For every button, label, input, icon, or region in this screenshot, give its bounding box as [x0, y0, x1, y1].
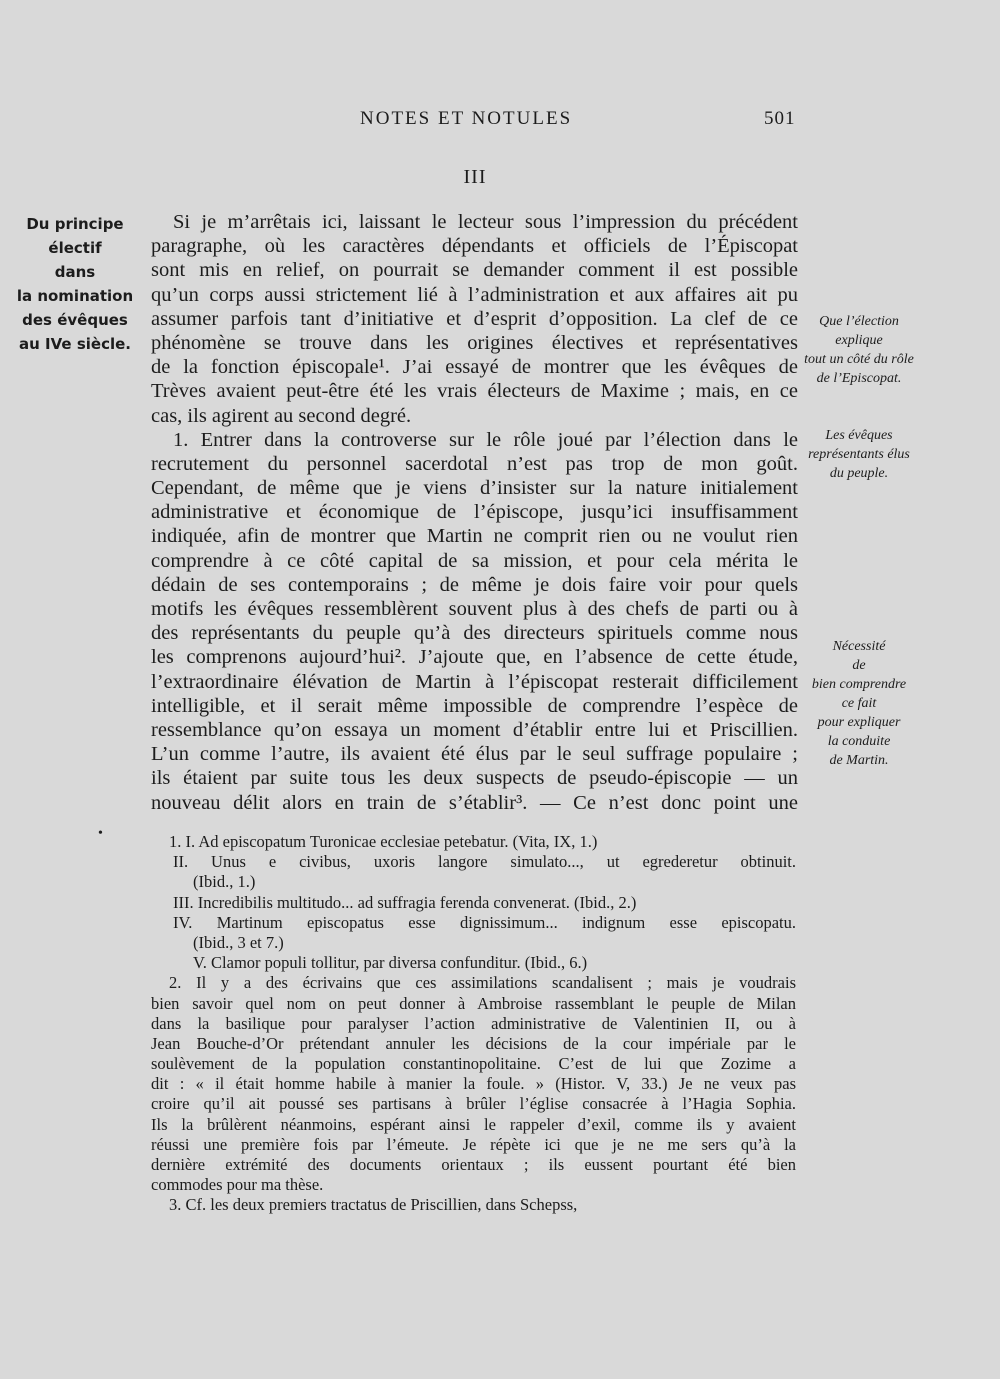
text-line: des représentants du peuple qu’à des directeurs spirituels comme nous	[151, 622, 798, 645]
text-line: L’un comme l’autre, ils avaient été élus par le seul suffrage populaire ;	[151, 743, 798, 766]
section-number: III	[463, 166, 487, 188]
right-note-line: Que l’élection	[819, 314, 899, 329]
right-note-line: bien comprendre	[811, 677, 907, 692]
right-note-line: Nécessité	[832, 639, 886, 654]
footnote-line: IV. Martinum episcopatus esse dignissimum... indignum esse episcopatu.	[173, 912, 796, 932]
left-note-line: Du principe	[26, 215, 124, 233]
right-note-line: la conduite	[827, 734, 891, 749]
right-note-line: de Martin.	[829, 753, 889, 768]
footnote-line: III. Incredibilis multitudo... ad suffragia ferenda convenerat. (Ibid., 2.)	[173, 892, 637, 912]
right-note-line: ce fait	[841, 696, 877, 711]
footnote-line: (Ibid., 1.)	[193, 872, 256, 892]
margin-dot: •	[98, 826, 103, 841]
footnote-line: croire qu’il ait poussé ses partisans à brûler l’église consacrée à l’Hagia Sophia.	[151, 1094, 796, 1114]
text-line: 1. Entrer dans la controverse sur le rôle joué par l’élection dans le	[173, 428, 798, 451]
text-line: paragraphe, où les caractères dépendants et officiels de l’Épiscopat	[151, 235, 798, 258]
left-note-line: des évêques	[22, 311, 128, 329]
left-note-line: dans	[54, 263, 96, 281]
text-line: intelligible, et il serait même impossible de comprendre l’espèce de	[151, 694, 798, 717]
right-note-line: du peuple.	[829, 466, 889, 481]
left-margin-note	[2, 212, 148, 356]
footnote-line: 1. I. Ad episcopatum Turonicae ecclesiae petebatur. (Vita, IX, 1.)	[169, 832, 598, 851]
text-line: Trèves avaient peut-être été les vrais électeurs de Maxime ; mais, en ce	[151, 380, 798, 403]
footnote-line: 2. Il y a des écrivains que ces assimilations scandalisent ; mais je voudrais	[169, 973, 796, 993]
text-line: sont mis en relief, on pourrait se demander comment il est possible	[151, 259, 798, 282]
text-line: ils étaient par suite tous les deux suspects de pseudo-épiscopie — un	[151, 767, 798, 790]
footnote-line: soulèvement de la population constantinopolitaine. C’est de lui que Zozime a	[151, 1054, 796, 1074]
right-note-line: tout un côté du rôle	[804, 352, 914, 367]
footnote-line: (Ibid., 3 et 7.)	[193, 932, 284, 952]
footnote-line: Jean Bouche-d’Or prétendant annuler les décisions de la cour impériale par le	[151, 1033, 796, 1053]
text-line: phénomène se trouve dans les origines électives et représentatives	[151, 331, 798, 354]
text-line: Si je m’arrêtais ici, laissant le lecteur sous l’impression du précédent	[173, 211, 798, 233]
running-title: NOTES ET NOTULES	[360, 108, 573, 129]
text-line: recrutement du personnel sacerdotal n’est pas trop de mon goût.	[151, 452, 798, 475]
text-line: indiquée, afin de montrer que Martin ne comprit rien ou ne voulut rien	[151, 525, 798, 548]
footnote-line: réussi une première fois par l’émeute. Je répète ici que je ne me sers qu’à la	[151, 1134, 796, 1154]
footnote-line: dernière extrémité des documents orientaux ; ils eussent pourtant été bien	[151, 1155, 796, 1174]
text-line: dédain de ses contemporains ; de même je dois faire voir pour quels	[151, 573, 798, 596]
text-line: comprendre à ce côté capital de sa mission, et pour cela mérita le	[151, 549, 798, 572]
right-note-line: représentants élus	[808, 447, 910, 462]
right-note-line: explique	[835, 333, 883, 348]
page-number: 501	[764, 108, 796, 129]
text-line: ressemblance qu’on essaya un moment d’établir entre lui et Priscillien.	[151, 718, 798, 741]
text-line: motifs les évêques ressemblèrent souvent plus à des chefs de parti ou à	[151, 598, 798, 620]
footnote-line: dit : « il était homme habile à manier la foule. » (Histor. V, 33.) Je ne veux pas	[151, 1074, 796, 1094]
text-line: les comprenons aujourd’hui². J’ajoute que, en l’absence de cette étude,	[151, 646, 798, 669]
footnote-line: 3. Cf. les deux premiers tractatus de Priscillien, dans Schepss,	[169, 1195, 578, 1215]
footnote-line: dans la basilique pour paralyser l’action administrative de Valentinien II, ou à	[151, 1013, 796, 1033]
text-line: de la fonction épiscopale¹. J’ai essayé de montrer que les évêques de	[151, 356, 798, 379]
text-line: l’extraordinaire élévation de Martin à l’épiscopat resterait difficilement	[151, 670, 798, 693]
main-text	[151, 210, 798, 815]
footnote-line: Ils la brûlèrent néanmoins, espérant ainsi le rappeler d’exil, comme ils y avaient	[151, 1114, 796, 1134]
footnote-line: bien savoir quel nom on peut donner à Ambroise rassemblant le peuple de Milan	[151, 993, 796, 1013]
right-note-line: de	[852, 658, 866, 673]
right-note-line: de l’Episcopat.	[816, 371, 902, 386]
text-line: Cependant, de même que je viens d’insister sur la nature initialement	[151, 477, 798, 500]
right-margin-note-bishops	[800, 426, 918, 483]
left-note-line: la nomination	[16, 287, 134, 305]
right-margin-note-election	[800, 312, 918, 388]
right-note-line: Les évêques	[825, 428, 893, 443]
footnotes	[151, 832, 796, 1216]
text-line: assumer parfois tant d’initiative et d’esprit d’opposition. La clef de ce	[151, 307, 798, 330]
right-note-line: pour expliquer	[817, 715, 901, 730]
text-line: nouveau délit alors en train de s’établir³. — Ce n’est donc point une	[151, 791, 798, 814]
text-line: cas, ils agirent au second degré.	[151, 404, 412, 427]
text-line: administrative et économique de l’épiscope, jusqu’ici insuffisamment	[151, 501, 798, 524]
left-note-line: électif	[48, 239, 102, 257]
right-margin-note-necessity	[800, 637, 918, 770]
text-line: qu’un corps aussi strictement lié à l’administration et aux affaires ait pu	[151, 283, 798, 306]
footnote-line: II. Unus e civibus, uxoris langore simulato..., ut egrederetur obtinuit.	[173, 852, 796, 872]
footnote-line: commodes pour ma thèse.	[151, 1175, 324, 1195]
left-note-line: au IVe siècle.	[19, 335, 131, 353]
footnote-line: V. Clamor populi tollitur, par diversa confunditur. (Ibid., 6.)	[193, 953, 588, 973]
